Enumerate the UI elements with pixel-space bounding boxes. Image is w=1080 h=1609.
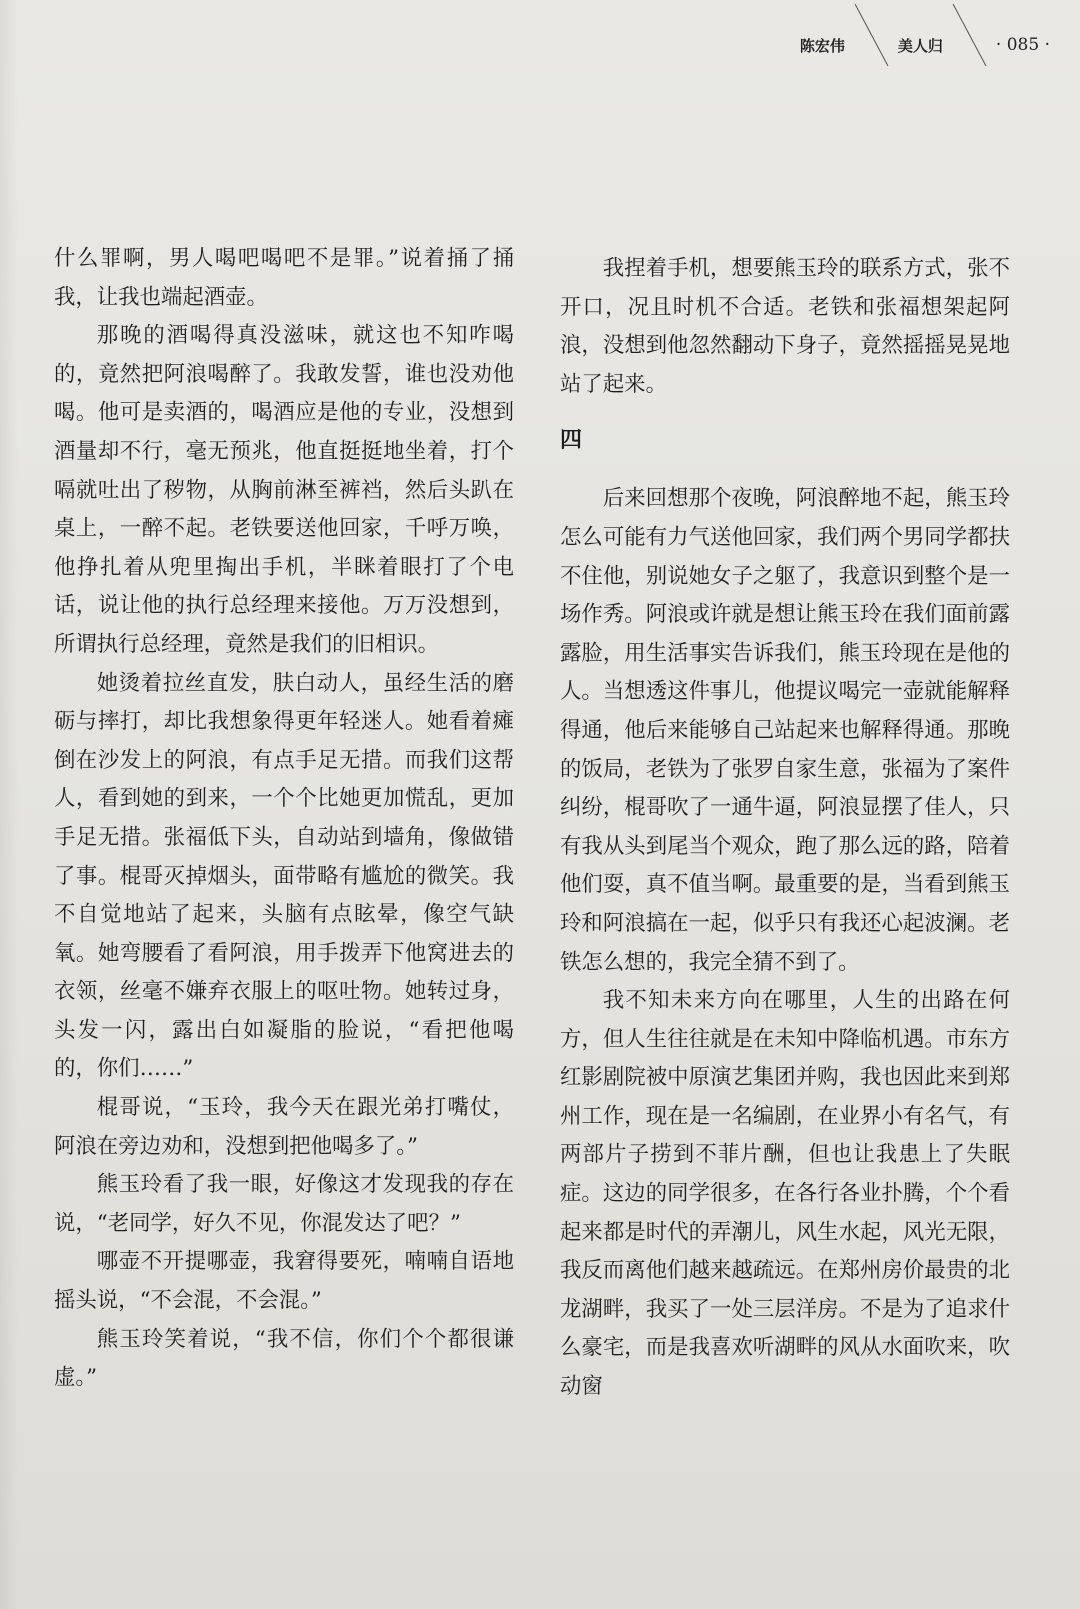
paragraph: 那晚的酒喝得真没滋味，就这也不知咋喝的，竟然把阿浪喝醉了。我敢发誓，谁也没劝他喝。他可是卖酒的，喝酒应是他的专业，没想到酒量却不行，毫无预兆，他直挺挺地坐着，打个嗝就吐出了秽物，从胸前淋至裤裆，然后头趴在桌上，一醉不起。老铁要送他回家，千呼万唤，他挣扎着从兜里掏出手机，半眯着眼打了个电话，说让他的执行总经理来接他。万万没想到，所谓执行总经理，竟然是我们的旧相识。 bbox=[54, 323, 514, 657]
header-title: 美人归 bbox=[897, 36, 943, 55]
header-divider bbox=[953, 4, 987, 66]
paragraph: 后来回想那个夜晚，阿浪醉地不起，熊玉玲怎么可能有力气送他回家，我们两个男同学都扶不住他，别说她女子之躯了，我意识到整个是一场作秀。阿浪或许就是想让熊玉玲在我们面前露露脸，用生活事实告诉我们，熊玉玲现在是他的人。当想透这件事儿，他提议喝完一壶就能解释得通，他后来能够自己站起来也解释得通。那晚的饭局，老铁为了张罗自家生意，张福为了案件纠纷，棍哥吹了一通牛逼，阿浪显摆了佳人，只有我从头到尾当个观众，跑了那么远的路，陪着他们耍，真不值当啊。最重要的是，当看到熊玉玲和阿浪搞在一起，似乎只有我还心起波澜。老铁怎么想的，我完全猜不到了。 bbox=[560, 486, 1010, 975]
left-column bbox=[54, 240, 514, 1398]
paragraph: 棍哥说，“玉玲，我今天在跟光弟打嘴仗，阿浪在旁边劝和，没想到把他喝多了。” bbox=[54, 1095, 514, 1159]
page-edge-shadow bbox=[0, 0, 18, 1609]
paragraph: 什么罪啊，男人喝吧喝吧不是罪。”说着捅了捅我，让我也端起酒壶。 bbox=[54, 246, 514, 310]
paragraph: 熊玉玲看了我一眼，好像这才发现我的存在说，“老同学，好久不见，你混发达了吧？” bbox=[54, 1172, 514, 1236]
header-divider bbox=[855, 4, 889, 66]
paragraph: 她烫着拉丝直发，肤白动人，虽经生活的磨砺与摔打，却比我想象得更年轻迷人。她看着瘫倒在沙发上的阿浪，有点手足无措。而我们这帮人，看到她的到来，一个个比她更加慌乱，更加手足无措。张福低下头，自动站到墙角，像做错了事。棍哥灭掉烟头，面带略有尴尬的微笑。我不自觉地站了起来，头脑有点眩晕，像空气缺氧。她弯腰看了看阿浪，用手拨弄下他窝进去的衣领，丝毫不嫌弃衣服上的呕吐物。她转过身，头发一闪，露出白如凝脂的脸说，“看把他喝的，你们……” bbox=[54, 670, 514, 1082]
right-column bbox=[560, 250, 1010, 1407]
paragraph: 我不知未来方向在哪里，人生的出路在何方，但人生往往就是在未知中降临机遇。市东方红影剧院被中原演艺集团并购，我也因此来到郑州工作，现在是一名编剧，在业界小有名气，有两部片子捞到不菲片酬，但也让我患上了失眠症。这边的同学很多，在各行各业扑腾，个个看起来都是时代的弄潮儿，风生水起，风光无限，我反而离他们越来越疏远。在郑州房价最贵的北龙湖畔，我买了一处三层洋房。不是为了追求什么豪宅，而是我喜欢听湖畔的风从水面吹来，吹动窗 bbox=[560, 988, 1010, 1400]
paragraph: 我捏着手机，想要熊玉玲的联系方式，张不开口，况且时机不合适。老铁和张福想架起阿浪，没想到他忽然翻动下身子，竟然摇摇晃晃地站了起来。 bbox=[560, 256, 1010, 397]
paragraph: 哪壶不开提哪壶，我窘得要死，喃喃自语地摇头说，“不会混，不会混。” bbox=[54, 1249, 514, 1314]
page-number: · 085 · bbox=[995, 35, 1050, 55]
paragraph: 熊玉玲笑着说，“我不信，你们个个都很谦虚。” bbox=[54, 1326, 514, 1391]
section-heading: 四 bbox=[560, 428, 583, 454]
running-header bbox=[800, 30, 1050, 60]
header-author: 陈宏伟 bbox=[799, 36, 845, 55]
